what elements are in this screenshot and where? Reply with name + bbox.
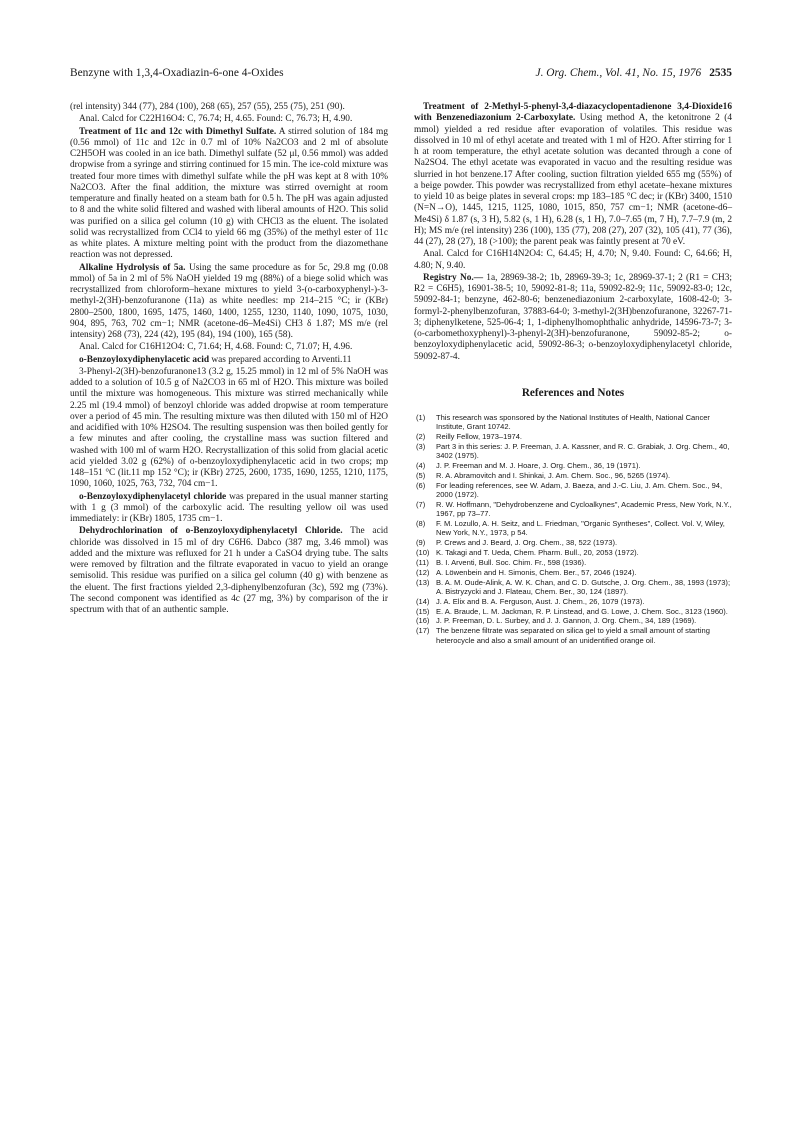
reference-number: (10): [416, 548, 430, 558]
references-list: [414, 413, 732, 645]
reference-item: [414, 442, 732, 461]
reference-text: B. A. M. Oude-Alink, A. W. K. Chan, and C. D. Gutsche, J. Org. Chem., 38, 1993 (1973); A. Bistryzycki and J. Flateau, Chem. Ber., 30, 124 (1897).: [436, 577, 731, 596]
paragraph-text: A stirred solution of 184 mg (0.56 mmol) of 11c and 12c in 0.7 ml of 10% Na2CO3 and 2 ml of absolute C2H5OH was cooled in an ice bath. Dimethyl sulfate (52 μl, 0.56 mmol) was added dropwise from a syringe and stirring continued for 15 min. The ice-cold mixture was treated four more times with dimethyl sulfate while the pH was kept at 8 with 10% Na2CO3. After the final addition, the mixture was stirred overnight at room temperature and finally heated on a steam bath for 0.5 h. The pH was again adjusted to 8 and the white solid filtered and washed with liberal amounts of H2O. This solid was purified on a silica gel column (10 g) with CHCl3 as the eluent. The isolated solid was recrystallized from CCl4 to yield 66 mg (35%) of the methyl ester of 11c as white plates. A mixture melting point with the product from the diazomethane reaction was not depressed.: [70, 126, 388, 261]
reference-number: (6): [416, 480, 426, 490]
reference-text: J. A. Elix and B. A. Ferguson, Aust. J. Chem., 26, 1079 (1973).: [436, 596, 645, 606]
reference-item: [414, 607, 732, 616]
paragraph-text: Anal. Calcd for C16H12O4: C, 71.64; H, 4.68. Found: C, 71.07; H, 4.96.: [79, 342, 353, 353]
left-column: [70, 102, 388, 617]
journal-citation: J. Org. Chem., Vol. 41, No. 15, 1976: [535, 67, 702, 79]
reference-number: (7): [416, 499, 426, 509]
paragraph-heading: Dehydrochlorination of o-Benzoyloxydiphenylacetyl Chloride.: [79, 526, 343, 537]
running-head-title: Benzyne with 1,3,4-Oxadiazin-6-one 4-Oxides: [70, 67, 284, 79]
reference-number: (8): [416, 519, 426, 529]
paragraph-text: 1a, 28969-38-2; 1b, 28969-39-3; 1c, 28969-37-1; 2 (R1 = CH3; R2 = C6H5), 16901-38-5; 10, 59092-81-8; 11a, 59092-82-9; 11c, 59092-83-0; 12c, 59092-84-1; benzyne, 462-80-6; benzenediazonium 2-carboxylate, 1608-42-0; 3-formyl-2-phenylbenzofuran, 37883-64-0; 3-methyl-2(3H)benzofuranone, 32267-71-3; diphenylketene, 525-06-4; 1, 1-diphenylhomophthalic anhydride, 14596-73-7; 3-(o-carbomethoxyphenyl)-3-phenyl-2(3H)-benzofuranone, 59092-85-2; o-benzoyloxydiphenylacetic acid, 59092-86-3; o-benzoyloxydiphenylacetyl chloride, 59092-87-4.: [414, 272, 732, 362]
reference-number: (5): [416, 470, 426, 480]
paragraph: [70, 526, 388, 616]
reference-number: (4): [416, 460, 426, 470]
paragraph: [70, 263, 388, 342]
reference-text: R. W. Hoffmann, "Dehydrobenzene and Cycloalkynes", Academic Press, New York, N.Y., 1967, pp 73–77.: [436, 499, 732, 519]
reference-text: R. A. Abramovitch and I. Shinkai, J. Am. Chem. Soc., 96, 5265 (1974).: [436, 470, 671, 480]
right-column: [414, 102, 732, 646]
reference-item: [414, 578, 732, 597]
paragraph-text: (rel intensity) 344 (77), 284 (100), 268 (65), 257 (55), 255 (75), 251 (90).: [70, 102, 345, 112]
reference-text: The benzene filtrate was separated on silica gel to yield a small amount of starting heterocycle and also a small amount of an unidentified orange oil.: [436, 626, 710, 645]
paragraph: [414, 249, 732, 272]
reference-text: Reilly Fellow, 1973–1974.: [436, 431, 523, 441]
reference-item: [414, 538, 732, 547]
reference-item: [414, 616, 732, 625]
paragraph-text: Using the same procedure as for 5c, 29.8 mg (0.08 mmol) of 5a in 2 ml of 5% NaOH yielded 19 mg (88%) of a biege solid which was recrystallized from chloroform–hexane mixtures to yield 3-(o-carboxyphenyl-)-3-methyl-2(3H)-benzofuranone (11a) as white needles: mp 214–215 °C; ir (KBr) 2800–2500, 1800, 1695, 1475, 1460, 1400, 1255, 1230, 1140, 1090, 1075, 1030, 904, 895, 763, 702 cm−1; NMR (acetone-d6–Me4Si) CH3 δ 1.87; MS m/e (rel intensity) 268 (73), 224 (42), 195 (84), 194 (100), 165 (58).: [70, 262, 388, 340]
paragraph: [414, 102, 732, 248]
reference-item: [414, 548, 732, 557]
reference-text: J. P. Freeman, D. L. Surbey, and J. J. Gannon, J. Org. Chem., 34, 189 (1969).: [436, 616, 697, 626]
page-number: 2535: [709, 67, 732, 79]
paragraph-heading: Treatment of 11c and 12c with Dimethyl Sulfate.: [79, 126, 277, 137]
reference-item: [414, 519, 732, 538]
reference-text: B. I. Arventi, Bull. Soc. Chim. Fr., 598 (1936).: [436, 557, 587, 567]
paragraph: [70, 492, 388, 526]
reference-item: [414, 597, 732, 606]
paragraph-text: Anal. Calcd for C22H16O4: C, 76.74; H, 4.65. Found: C, 76.73; H, 4.90.: [79, 114, 353, 125]
paragraph: [70, 367, 388, 491]
reference-number: (13): [416, 577, 430, 587]
paragraph: [70, 342, 388, 353]
paragraph-text: The acid chloride was dissolved in 15 ml of dry C6H6. Dabco (387 mg, 3.46 mmol) was added and the mixture was refluxed for 21 h under a CaSO4 drying tube. The salts were removed by filtration and the filtrate evaporated in vacuo to yield an orange semisolid. This residue was purified on a silica gel column (40 g) with benzene as the eluent. The first fractions yielded 2,3-diphenylbenzofuran (3c), 592 mg (73%). The second component was identified as 4c (27 mg, 3%) by comparison of the ir spectrum with that of an authentic sample.: [70, 526, 388, 615]
paragraph-text: was prepared according to Arventi.11: [211, 354, 352, 365]
reference-item: [414, 413, 732, 432]
reference-text: J. P. Freeman and M. J. Hoare, J. Org. Chem., 36, 19 (1971).: [436, 460, 641, 470]
reference-number: (16): [416, 616, 430, 626]
paragraph: [70, 102, 388, 113]
reference-text: Part 3 in this series: J. P. Freeman, J. A. Kassner, and R. C. Grabiak, J. Org. Chem., 40, 3402 (1975).: [436, 441, 730, 461]
reference-item: [414, 461, 732, 470]
reference-text: P. Crews and J. Beard, J. Org. Chem., 38, 522 (1973).: [436, 538, 618, 548]
paragraph-heading: o-Benzoyloxydiphenylacetyl chloride: [79, 491, 227, 502]
paragraph: [70, 127, 388, 262]
reference-number: (15): [416, 606, 430, 616]
reference-item: [414, 626, 732, 645]
reference-text: For leading references, see W. Adam, J. Baeza, and J.-C. Liu, J. Am. Chem. Soc., 94, 2000 (1972).: [436, 480, 723, 499]
reference-number: (3): [416, 441, 426, 451]
reference-number: (11): [416, 557, 429, 567]
paragraph-heading: Treatment of 2-Methyl-5-phenyl-3,4-diazacyclopentadienone 3,4-Dioxide16 with Benzenediazonium 2-Carboxylate.: [414, 102, 732, 124]
reference-text: F. M. Lozullo, A. H. Seitz, and L. Friedman, "Organic Syntheses", Collect. Vol. V, Wiley, New York, N.Y., 1973, p 54.: [436, 519, 725, 538]
running-head-journal: [536, 66, 732, 80]
reference-number: (12): [416, 567, 430, 577]
reference-number: (2): [416, 431, 426, 441]
paragraph-heading: Alkaline Hydrolysis of 5a.: [79, 262, 186, 273]
reference-number: (1): [416, 412, 426, 422]
reference-number: (14): [416, 596, 430, 606]
reference-item: [414, 500, 732, 519]
paragraph-heading: o-Benzoyloxydiphenylacetic acid: [79, 354, 210, 365]
paragraph-text: 3-Phenyl-2(3H)-benzofuranone13 (3.2 g, 15.25 mmol) in 12 ml of 5% NaOH was added to a solution of 10.5 g of Na2CO3 in 65 ml of H2O. This mixture was boiled until the mixture was homogeneous. This mixture was stirred mechanically while 2.25 ml (19.4 mmol) of benzoyl chloride was added dropwise at room temperature over a period of 45 min. The resulting mixture was then diluted with 150 ml of H2O and acidified with 10% H2SO4. The resulting suspension was then boiled gently for a few minutes and after cooling, the crystalline mass was suction filtered and washed with 100 ml of warm H2O. Recrystallization of this solid from glacial acetic acid yielded 3.02 g (62%) of o-benzoyloxydiphenylacetic acid in two crops; mp 148–151 °C (lit.11 mp 152 °C); ir (KBr) 2725, 2600, 1735, 1690, 1255, 1210, 1175, 1090, 1060, 1025, 763, 732, 704 cm−1.: [70, 366, 388, 490]
reference-number: (17): [416, 626, 430, 636]
reference-text: A. Löwenbein and H. Simonis, Chem. Ber., 57, 2046 (1924).: [436, 567, 637, 577]
reference-item: [414, 481, 732, 500]
reference-text: E. A. Braude, L. M. Jackman, R. P. Linstead, and G. Lowe, J. Chem. Soc., 3123 (1960).: [436, 606, 728, 616]
reference-item: [414, 558, 732, 567]
reference-number: (9): [416, 538, 426, 548]
paragraph-text: Using method A, the ketonitrone 2 (4 mmol) yielded a red residue after evaporation of volatiles. This residue was dissolved in 10 ml of ethyl acetate and treated with 1 ml of H2O. After stirring for 1 h at room temperature, the ethyl acetate solution was decanted through a cone of Na2SO4. The ethyl acetate was evaporated in vacuo and the resulting residue was slurried in hot benzene.17 After cooling, suction filtration yielded 655 mg (55%) of a beige powder. This powder was recrystallized from ethyl acetate–hexane mixtures to yield 10 as beige plates in several crops: mp 183–185 °C dec; ir (KBr) 3400, 1510 (N=N→O), 1445, 1215, 1125, 1080, 1015, 850, 757 cm−1; NMR (acetone-d6–Me4Si) δ 1.87 (s, 3 H), 5.82 (s, 1 H), 6.28 (s, 1 H), 7.0–7.65 (m, 7 H), 7.7–7.9 (m, 2 H); MS m/e (rel intensity) 236 (100), 135 (77), 208 (27), 207 (32), 105 (41), 77 (36), 44 (27), 28 (27), 18 (>100); the parent peak was faintly present at 70 eV.: [414, 113, 732, 247]
paragraph: [414, 273, 732, 363]
paragraph-text: Anal. Calcd for C16H14N2O4: C, 64.45; H, 4.70; N, 9.40. Found: C, 64.66; H, 4.80; N, 9.40.: [414, 249, 732, 271]
reference-text: This research was sponsored by the National Institutes of Health, National Cancer Institute, Grant 10742.: [436, 412, 710, 432]
paragraph: [70, 114, 388, 125]
reference-item: [414, 568, 732, 577]
reference-text: K. Takagi and T. Ueda, Chem. Pharm. Bull., 20, 2053 (1972).: [436, 548, 639, 558]
paragraph-heading: Registry No.—: [423, 272, 484, 283]
paragraph-text: was prepared in the usual manner starting with 1 g (3 mmol) of the carboxylic acid. The resulting yellow oil was used immediately: ir (KBr) 1805, 1735 cm−1.: [70, 491, 389, 524]
paragraph: [70, 355, 388, 366]
right-column-paragraphs: [414, 102, 732, 363]
reference-item: [414, 432, 732, 441]
references-heading: References and Notes: [521, 386, 625, 399]
reference-item: [414, 471, 732, 480]
